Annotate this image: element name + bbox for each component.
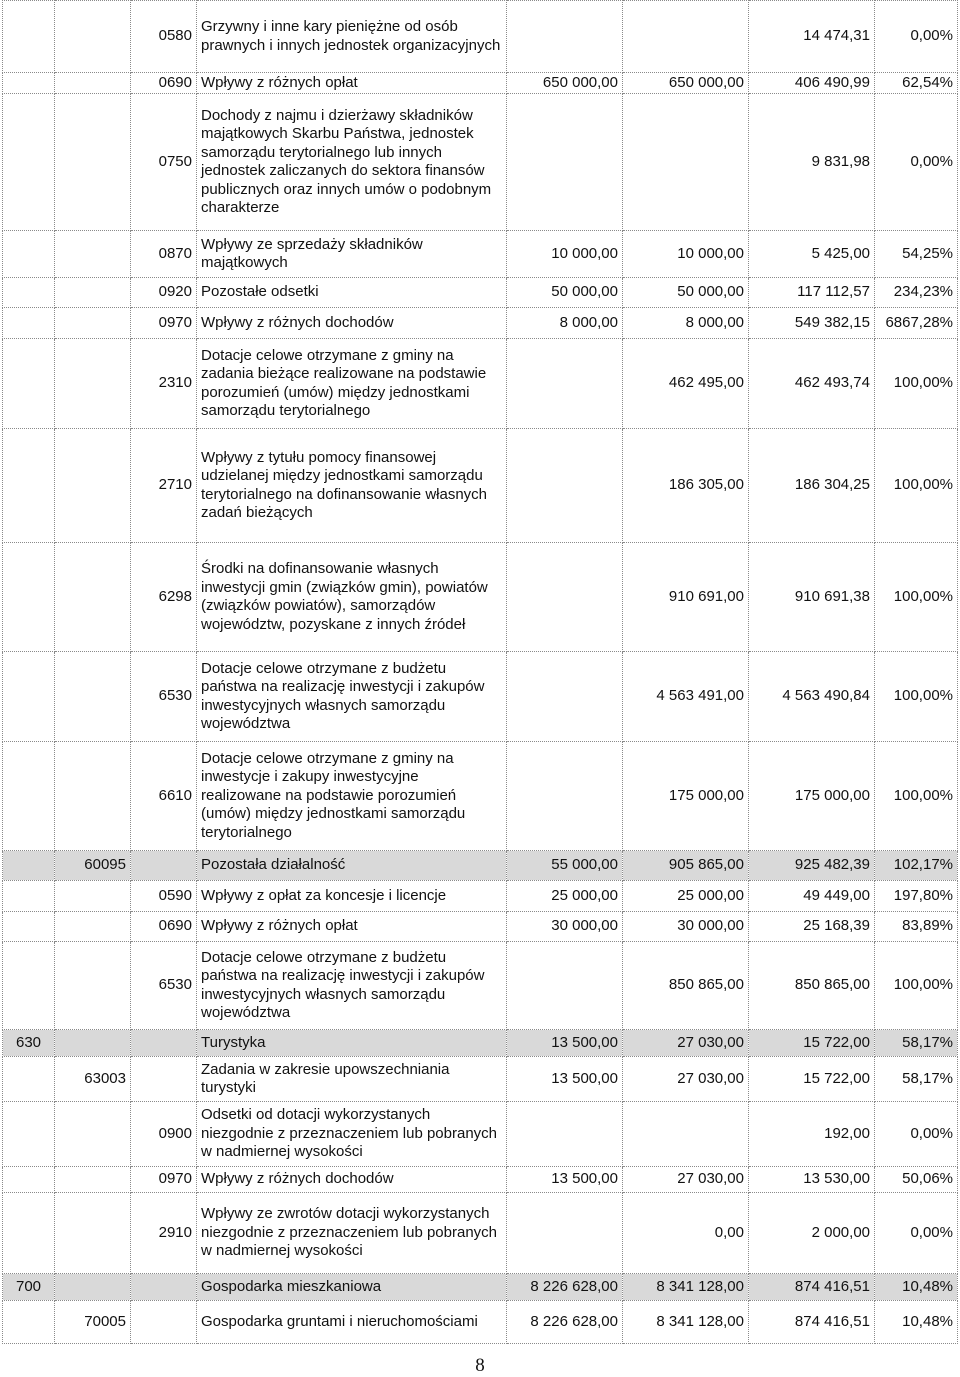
table-row bbox=[3, 881, 958, 912]
procent-cell: 100,00% bbox=[875, 339, 958, 429]
plan-cell bbox=[507, 742, 623, 851]
dzial-cell bbox=[3, 652, 55, 742]
dzial-cell bbox=[3, 339, 55, 429]
rozdzial-cell bbox=[55, 94, 131, 231]
wykonanie-cell: 15 722,00 bbox=[749, 1057, 875, 1102]
dzial-cell bbox=[3, 1, 55, 73]
paragraf-cell bbox=[131, 1030, 197, 1057]
paragraf-cell: 6298 bbox=[131, 543, 197, 652]
table-row bbox=[3, 1193, 958, 1274]
dzial-cell: 700 bbox=[3, 1274, 55, 1301]
rozdzial-cell bbox=[55, 1274, 131, 1301]
paragraf-cell: 0920 bbox=[131, 278, 197, 308]
plan-po-zmianach-cell: 650 000,00 bbox=[623, 73, 749, 94]
plan-cell bbox=[507, 942, 623, 1030]
rozdzial-cell: 60095 bbox=[55, 851, 131, 881]
plan-cell bbox=[507, 1193, 623, 1274]
plan-po-zmianach-cell bbox=[623, 1102, 749, 1167]
procent-cell: 0,00% bbox=[875, 1102, 958, 1167]
table-row bbox=[3, 1, 958, 73]
paragraf-cell: 6530 bbox=[131, 942, 197, 1030]
procent-cell: 6867,28% bbox=[875, 308, 958, 339]
wykonanie-cell: 462 493,74 bbox=[749, 339, 875, 429]
procent-cell: 0,00% bbox=[875, 94, 958, 231]
plan-po-zmianach-cell: 4 563 491,00 bbox=[623, 652, 749, 742]
nazwa-cell: Wpływy z opłat za koncesje i licencje bbox=[197, 881, 507, 912]
wykonanie-cell: 874 416,51 bbox=[749, 1301, 875, 1344]
rozdzial-cell bbox=[55, 73, 131, 94]
plan-po-zmianach-cell: 175 000,00 bbox=[623, 742, 749, 851]
plan-po-zmianach-cell: 10 000,00 bbox=[623, 231, 749, 278]
table-row bbox=[3, 278, 958, 308]
nazwa-cell: Wpływy ze zwrotów dotacji wykorzystanych niezgodnie z przeznaczeniem lub pobranych w nadmiernej wysokości bbox=[197, 1193, 507, 1274]
table-row bbox=[3, 1057, 958, 1102]
rozdzial-cell bbox=[55, 652, 131, 742]
procent-cell: 58,17% bbox=[875, 1030, 958, 1057]
plan-cell bbox=[507, 429, 623, 543]
table-row bbox=[3, 652, 958, 742]
dzial-cell bbox=[3, 742, 55, 851]
table-row bbox=[3, 543, 958, 652]
rozdzial-cell bbox=[55, 912, 131, 942]
plan-po-zmianach-cell: 905 865,00 bbox=[623, 851, 749, 881]
plan-cell: 25 000,00 bbox=[507, 881, 623, 912]
nazwa-cell: Grzywny i inne kary pieniężne od osób prawnych i innych jednostek organizacyjnych bbox=[197, 1, 507, 73]
table-row bbox=[3, 1167, 958, 1193]
paragraf-cell bbox=[131, 851, 197, 881]
plan-po-zmianach-cell: 850 865,00 bbox=[623, 942, 749, 1030]
dzial-cell bbox=[3, 1057, 55, 1102]
budget-table bbox=[2, 0, 958, 1344]
plan-po-zmianach-cell: 27 030,00 bbox=[623, 1030, 749, 1057]
nazwa-cell: Gospodarka gruntami i nieruchomościami bbox=[197, 1301, 507, 1344]
procent-cell: 197,80% bbox=[875, 881, 958, 912]
paragraf-cell: 6610 bbox=[131, 742, 197, 851]
dzial-cell bbox=[3, 94, 55, 231]
dzial-cell bbox=[3, 942, 55, 1030]
plan-cell: 50 000,00 bbox=[507, 278, 623, 308]
wykonanie-cell: 850 865,00 bbox=[749, 942, 875, 1030]
dzial-cell bbox=[3, 1102, 55, 1167]
rozdzial-cell bbox=[55, 1030, 131, 1057]
dzial-cell bbox=[3, 1193, 55, 1274]
plan-cell bbox=[507, 652, 623, 742]
table-row bbox=[3, 1102, 958, 1167]
nazwa-cell: Dotacje celowe otrzymane z budżetu państwa na realizację inwestycji i zakupów inwestycyjnych własnych samorządu województwa bbox=[197, 652, 507, 742]
dzial-cell bbox=[3, 912, 55, 942]
wykonanie-cell: 13 530,00 bbox=[749, 1167, 875, 1193]
table-row bbox=[3, 912, 958, 942]
wykonanie-cell: 5 425,00 bbox=[749, 231, 875, 278]
plan-cell bbox=[507, 543, 623, 652]
table-row bbox=[3, 308, 958, 339]
plan-po-zmianach-cell: 8 341 128,00 bbox=[623, 1301, 749, 1344]
plan-cell bbox=[507, 339, 623, 429]
dzial-cell bbox=[3, 429, 55, 543]
paragraf-cell: 2910 bbox=[131, 1193, 197, 1274]
nazwa-cell: Wpływy z tytułu pomocy finansowej udzielanej między jednostkami samorządu terytorialnego na dofinansowanie własnych zadań bieżących bbox=[197, 429, 507, 543]
wykonanie-cell: 874 416,51 bbox=[749, 1274, 875, 1301]
plan-po-zmianach-cell: 910 691,00 bbox=[623, 543, 749, 652]
wykonanie-cell: 910 691,38 bbox=[749, 543, 875, 652]
plan-po-zmianach-cell: 25 000,00 bbox=[623, 881, 749, 912]
rozdzial-cell bbox=[55, 543, 131, 652]
procent-cell: 0,00% bbox=[875, 1, 958, 73]
procent-cell: 234,23% bbox=[875, 278, 958, 308]
rozdzial-cell bbox=[55, 1167, 131, 1193]
nazwa-cell: Wpływy z różnych opłat bbox=[197, 912, 507, 942]
wykonanie-cell: 925 482,39 bbox=[749, 851, 875, 881]
dzial-cell bbox=[3, 881, 55, 912]
plan-po-zmianach-cell: 27 030,00 bbox=[623, 1057, 749, 1102]
wykonanie-cell: 186 304,25 bbox=[749, 429, 875, 543]
procent-cell: 0,00% bbox=[875, 1193, 958, 1274]
paragraf-cell: 0690 bbox=[131, 73, 197, 94]
nazwa-cell: Wpływy z różnych dochodów bbox=[197, 1167, 507, 1193]
plan-cell: 55 000,00 bbox=[507, 851, 623, 881]
table-row bbox=[3, 942, 958, 1030]
paragraf-cell: 2710 bbox=[131, 429, 197, 543]
plan-po-zmianach-cell: 462 495,00 bbox=[623, 339, 749, 429]
wykonanie-cell: 49 449,00 bbox=[749, 881, 875, 912]
table-row bbox=[3, 1301, 958, 1344]
plan-cell: 650 000,00 bbox=[507, 73, 623, 94]
paragraf-cell: 2310 bbox=[131, 339, 197, 429]
wykonanie-cell: 15 722,00 bbox=[749, 1030, 875, 1057]
paragraf-cell: 0690 bbox=[131, 912, 197, 942]
nazwa-cell: Dochody z najmu i dzierżawy składników majątkowych Skarbu Państwa, jednostek samorządu terytorialnego lub innych jednostek zaliczanych do sektora finansów publicznych oraz innych umów o podobnym charakterze bbox=[197, 94, 507, 231]
nazwa-cell: Środki na dofinansowanie własnych inwestycji gmin (związków gmin), powiatów (związków powiatów), samorządów województw, pozyskane z innych źródeł bbox=[197, 543, 507, 652]
nazwa-cell: Dotacje celowe otrzymane z budżetu państwa na realizację inwestycji i zakupów inwestycyjnych własnych samorządu województwa bbox=[197, 942, 507, 1030]
dzial-cell bbox=[3, 231, 55, 278]
nazwa-cell: Zadania w zakresie upowszechniania turystyki bbox=[197, 1057, 507, 1102]
wykonanie-cell: 549 382,15 bbox=[749, 308, 875, 339]
procent-cell: 100,00% bbox=[875, 429, 958, 543]
wykonanie-cell: 406 490,99 bbox=[749, 73, 875, 94]
rozdzial-cell bbox=[55, 429, 131, 543]
rozdzial-cell bbox=[55, 1, 131, 73]
plan-po-zmianach-cell: 8 341 128,00 bbox=[623, 1274, 749, 1301]
rozdzial-cell bbox=[55, 278, 131, 308]
procent-cell: 10,48% bbox=[875, 1301, 958, 1344]
plan-po-zmianach-cell bbox=[623, 1, 749, 73]
wykonanie-cell: 192,00 bbox=[749, 1102, 875, 1167]
plan-cell: 13 500,00 bbox=[507, 1057, 623, 1102]
paragraf-cell: 0970 bbox=[131, 1167, 197, 1193]
plan-cell: 13 500,00 bbox=[507, 1030, 623, 1057]
procent-cell: 58,17% bbox=[875, 1057, 958, 1102]
plan-cell: 8 226 628,00 bbox=[507, 1274, 623, 1301]
paragraf-cell: 0900 bbox=[131, 1102, 197, 1167]
procent-cell: 10,48% bbox=[875, 1274, 958, 1301]
procent-cell: 83,89% bbox=[875, 912, 958, 942]
wykonanie-cell: 2 000,00 bbox=[749, 1193, 875, 1274]
procent-cell: 102,17% bbox=[875, 851, 958, 881]
paragraf-cell: 0580 bbox=[131, 1, 197, 73]
rozdzial-cell bbox=[55, 1193, 131, 1274]
nazwa-cell: Odsetki od dotacji wykorzystanych niezgodnie z przeznaczeniem lub pobranych w nadmiernej wysokości bbox=[197, 1102, 507, 1167]
table-row-dzial bbox=[3, 1030, 958, 1057]
paragraf-cell bbox=[131, 1274, 197, 1301]
rozdzial-cell bbox=[55, 942, 131, 1030]
plan-cell: 10 000,00 bbox=[507, 231, 623, 278]
rozdzial-cell bbox=[55, 308, 131, 339]
page-number: 8 bbox=[475, 1355, 485, 1376]
nazwa-cell: Wpływy ze sprzedaży składników majątkowych bbox=[197, 231, 507, 278]
table-row-rozdzial bbox=[3, 851, 958, 881]
dzial-cell bbox=[3, 1301, 55, 1344]
nazwa-cell: Gospodarka mieszkaniowa bbox=[197, 1274, 507, 1301]
rozdzial-cell bbox=[55, 339, 131, 429]
procent-cell: 62,54% bbox=[875, 73, 958, 94]
paragraf-cell bbox=[131, 1301, 197, 1344]
nazwa-cell: Wpływy z różnych dochodów bbox=[197, 308, 507, 339]
plan-po-zmianach-cell: 30 000,00 bbox=[623, 912, 749, 942]
rozdzial-cell bbox=[55, 231, 131, 278]
plan-po-zmianach-cell: 27 030,00 bbox=[623, 1167, 749, 1193]
nazwa-cell: Dotacje celowe otrzymane z gminy na inwestycje i zakupy inwestycyjne realizowane na podstawie porozumień (umów) między jednostkami samorządu terytorialnego bbox=[197, 742, 507, 851]
plan-cell bbox=[507, 1102, 623, 1167]
plan-cell: 8 226 628,00 bbox=[507, 1301, 623, 1344]
procent-cell: 50,06% bbox=[875, 1167, 958, 1193]
wykonanie-cell: 14 474,31 bbox=[749, 1, 875, 73]
table-row bbox=[3, 73, 958, 94]
table-row bbox=[3, 429, 958, 543]
paragraf-cell: 0870 bbox=[131, 231, 197, 278]
dzial-cell: 630 bbox=[3, 1030, 55, 1057]
table-row bbox=[3, 742, 958, 851]
wykonanie-cell: 9 831,98 bbox=[749, 94, 875, 231]
dzial-cell bbox=[3, 1167, 55, 1193]
table-row-dzial bbox=[3, 1274, 958, 1301]
rozdzial-cell: 70005 bbox=[55, 1301, 131, 1344]
procent-cell: 54,25% bbox=[875, 231, 958, 278]
table-row bbox=[3, 339, 958, 429]
dzial-cell bbox=[3, 851, 55, 881]
nazwa-cell: Dotacje celowe otrzymane z gminy na zadania bieżące realizowane na podstawie porozumień (umów) między jednostkami samorządu terytorialnego bbox=[197, 339, 507, 429]
nazwa-cell: Wpływy z różnych opłat bbox=[197, 73, 507, 94]
table-row bbox=[3, 231, 958, 278]
table-row bbox=[3, 94, 958, 231]
plan-po-zmianach-cell: 0,00 bbox=[623, 1193, 749, 1274]
rozdzial-cell bbox=[55, 742, 131, 851]
plan-po-zmianach-cell bbox=[623, 94, 749, 231]
rozdzial-cell bbox=[55, 1102, 131, 1167]
plan-po-zmianach-cell: 50 000,00 bbox=[623, 278, 749, 308]
dzial-cell bbox=[3, 73, 55, 94]
plan-cell bbox=[507, 94, 623, 231]
plan-cell: 13 500,00 bbox=[507, 1167, 623, 1193]
procent-cell: 100,00% bbox=[875, 652, 958, 742]
paragraf-cell: 0590 bbox=[131, 881, 197, 912]
nazwa-cell: Pozostałe odsetki bbox=[197, 278, 507, 308]
procent-cell: 100,00% bbox=[875, 742, 958, 851]
nazwa-cell: Turystyka bbox=[197, 1030, 507, 1057]
wykonanie-cell: 4 563 490,84 bbox=[749, 652, 875, 742]
paragraf-cell: 0750 bbox=[131, 94, 197, 231]
dzial-cell bbox=[3, 308, 55, 339]
paragraf-cell: 0970 bbox=[131, 308, 197, 339]
wykonanie-cell: 25 168,39 bbox=[749, 912, 875, 942]
wykonanie-cell: 175 000,00 bbox=[749, 742, 875, 851]
paragraf-cell: 6530 bbox=[131, 652, 197, 742]
nazwa-cell: Pozostała działalność bbox=[197, 851, 507, 881]
plan-po-zmianach-cell: 8 000,00 bbox=[623, 308, 749, 339]
plan-po-zmianach-cell: 186 305,00 bbox=[623, 429, 749, 543]
plan-cell bbox=[507, 1, 623, 73]
plan-cell: 30 000,00 bbox=[507, 912, 623, 942]
dzial-cell bbox=[3, 543, 55, 652]
rozdzial-cell bbox=[55, 881, 131, 912]
rozdzial-cell: 63003 bbox=[55, 1057, 131, 1102]
wykonanie-cell: 117 112,57 bbox=[749, 278, 875, 308]
plan-cell: 8 000,00 bbox=[507, 308, 623, 339]
procent-cell: 100,00% bbox=[875, 942, 958, 1030]
procent-cell: 100,00% bbox=[875, 543, 958, 652]
paragraf-cell bbox=[131, 1057, 197, 1102]
dzial-cell bbox=[3, 278, 55, 308]
